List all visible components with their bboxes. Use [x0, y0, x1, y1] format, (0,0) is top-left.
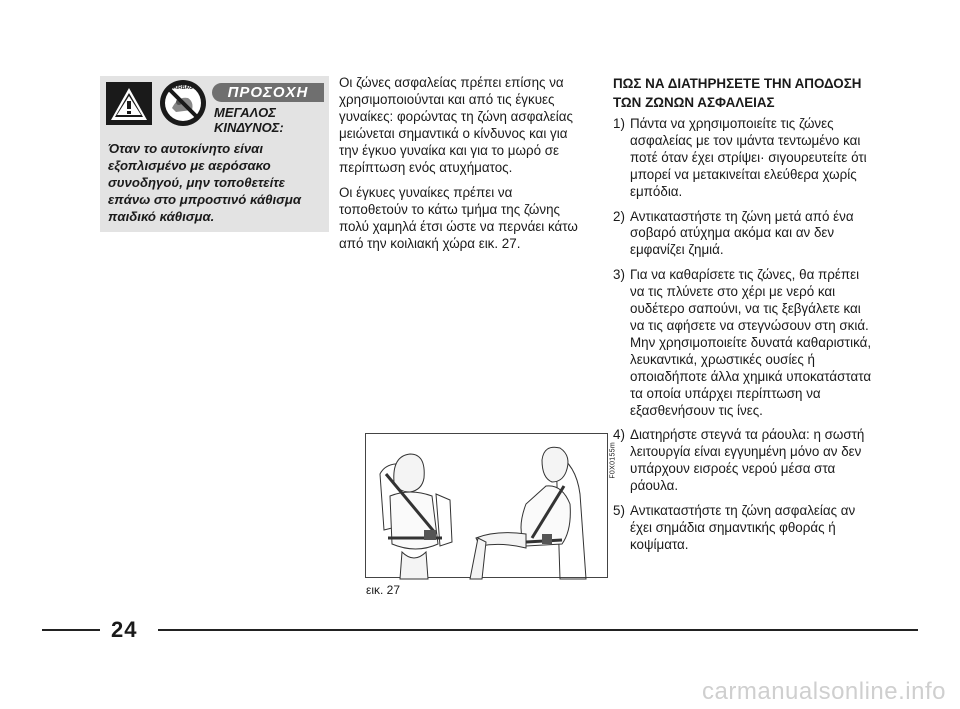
pregnant-woman-seatbelt-illustration [366, 434, 609, 579]
list-number: 3) [613, 267, 625, 283]
list-number: 4) [613, 427, 625, 443]
warning-triangle-icon [106, 82, 152, 125]
right-column [613, 75, 873, 562]
paragraph-lap-belt-position: Οι έγκυες γυναίκες πρέπει να τοποθετούν το κάτω τμήμα της ζώνης πολύ χαμηλά έτσι ώστε να περνάει κάτω από την κοιλιακή χώρα εικ. 27. [339, 185, 578, 252]
airbag-label: AIRBAG [173, 85, 193, 91]
warning-box [100, 76, 329, 232]
list-number: 5) [613, 503, 625, 519]
list-text: Αντικαταστήστε τη ζώνη ασφαλείας αν έχει σημάδια σημαντικής φθοράς ή κοψίματα. [630, 503, 856, 552]
list-item [613, 267, 873, 419]
no-child-seat-airbag-icon [158, 78, 208, 128]
list-number: 2) [613, 208, 625, 224]
list-text: Διατηρήστε στεγνά τα ράουλα: η σωστή λειτουργία είναι εγγυημένη μόνο αν δεν υπάρχουν εισροές νερού μέσα στα ράουλα. [630, 427, 865, 494]
list-item [613, 503, 873, 554]
list-text: Για να καθαρίσετε τις ζώνες, θα πρέπει να τις πλύνετε στο χέρι με νερό και ουδέτερο σαπούνι, να τις ξεβγάλετε και να τις αφήσετε να στεγνώσουν στη σκιά. Μην χρησιμοποιείτε δυνατά καθαριστικά, λευκαντικά, χρωστικές ουσίες ή οποιαδήποτε άλλα χημικά υποκατάστατα τα οποία υπάρχει περίπτωση να εξασθενήσουν τις ίνες. [630, 267, 872, 418]
section-heading: ΠΩΣ ΝΑ ΔΙΑΤΗΡΗΣΕΤΕ ΤΗΝ ΑΠΟΔΟΣΗ ΤΩΝ ΖΩΝΩΝ ΑΣΦΑΛΕΙΑΣ [613, 76, 862, 110]
figure-caption: εικ. 27 [366, 583, 401, 597]
footer-rule-left [42, 629, 100, 631]
list-text: Πάντα να χρησιμοποιείτε τις ζώνες ασφαλείας με τον ιμάντα τεντωμένο και ποτέ όταν έχει στρίψει· σιγουρευτείτε ότι μπορεί να μετακινείται ελεύθερα χωρίς εμπόδια. [630, 116, 867, 199]
page-number: 24 [111, 617, 138, 642]
warning-tag: ΠΡΟΣΟΧΗ [212, 83, 324, 102]
list-number: 1) [613, 116, 625, 131]
warning-title: ΜΕΓΑΛΟΣ ΚΙΝΔΥΝΟΣ: [214, 105, 284, 135]
list-item [613, 427, 873, 495]
warning-text: Όταν το αυτοκίνητο είναι εξοπλισμένο με αερόσακο συνοδηγού, μην τοποθετείτε επάνω στο μπροστινό κάθισμα παιδικό κάθισμα. [108, 141, 302, 224]
list-item [613, 209, 873, 260]
footer-rule-right [158, 629, 918, 631]
list-item [613, 116, 873, 201]
figure-27 [365, 433, 617, 578]
figure-code: F0X0155m [610, 442, 617, 479]
watermark: carmanualsonline.info [702, 678, 946, 705]
middle-column [339, 75, 579, 262]
paragraph-pregnant-belts: Οι ζώνες ασφαλείας πρέπει επίσης να χρησιμοποιούνται και από τις έγκυες γυναίκες: φορώντας τη ζώνη ασφαλείας μειώνεται σημαντικά ο κίνδυνος και για την έγκυο γυναίκα και για το μωρό σε περίπτωση ενός ατυχήματος. [339, 75, 573, 175]
list-text: Αντικαταστήστε τη ζώνη μετά από ένα σοβαρό ατύχημα ακόμα και αν δεν εμφανίζει ζημιά. [630, 208, 854, 258]
